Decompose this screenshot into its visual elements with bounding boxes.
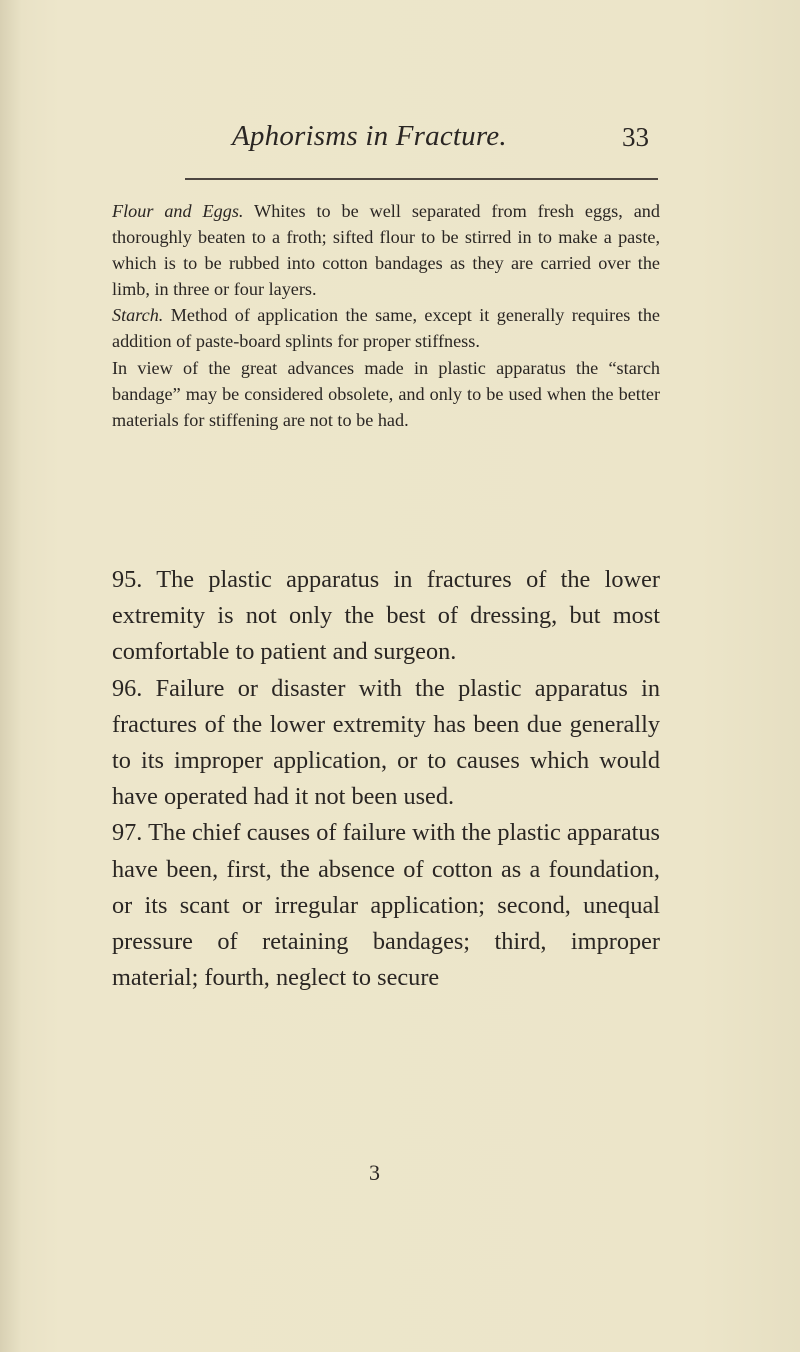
page-number: 33 [622,122,649,152]
paragraph-text: Whites to be well separated from fresh eggs, and thoroughly beaten to a froth; sifted flour to be stirred in to make a paste, which is to be rubbed into cotton bandages as they are carried over the limb, in three or four layers. [112,201,660,300]
paragraph-text: Method of application the same, except it generally requires the addition of paste-board splints for proper stiffness. [112,305,660,352]
aphorism-97: 97. The chief causes of failure with the plastic apparatus have been, first, the absence of cotton as a foundation, or its scant or irregular application; second, unequal pressure of retaining bandages; third, improper material; fourth, neglect to secure [112,819,660,992]
page-header [0,118,800,158]
paragraph-starch [112,302,660,354]
aphorism-95: 95. The plastic apparatus in fractures of the lower extremity is not only the best of dressing, but most comfortable to patient and surgeon. [112,566,660,666]
aphorism-96: 96. Failure or disaster with the plastic apparatus in fractures of the lower extremity has been due generally to its improper application, or to causes which would have operated had it not been used. [112,674,660,811]
paragraph-starch-obsolete [112,355,660,433]
paragraph-lead: Starch. [112,305,164,326]
running-title: Aphorisms in Fracture. [232,120,507,152]
signature-mark: 3 [369,1160,380,1185]
header-rule [185,178,658,180]
aphorism-block [112,562,660,996]
paragraph-text: In view of the great advances made in plastic apparatus the “starch bandage” may be considered obsolete, and only to be used when the better materials for stiffening are not to be had. [112,357,660,430]
paragraph-flour-and-eggs [112,198,660,302]
small-text-block [112,198,660,433]
paragraph-lead: Flour and Eggs. [112,201,244,221]
